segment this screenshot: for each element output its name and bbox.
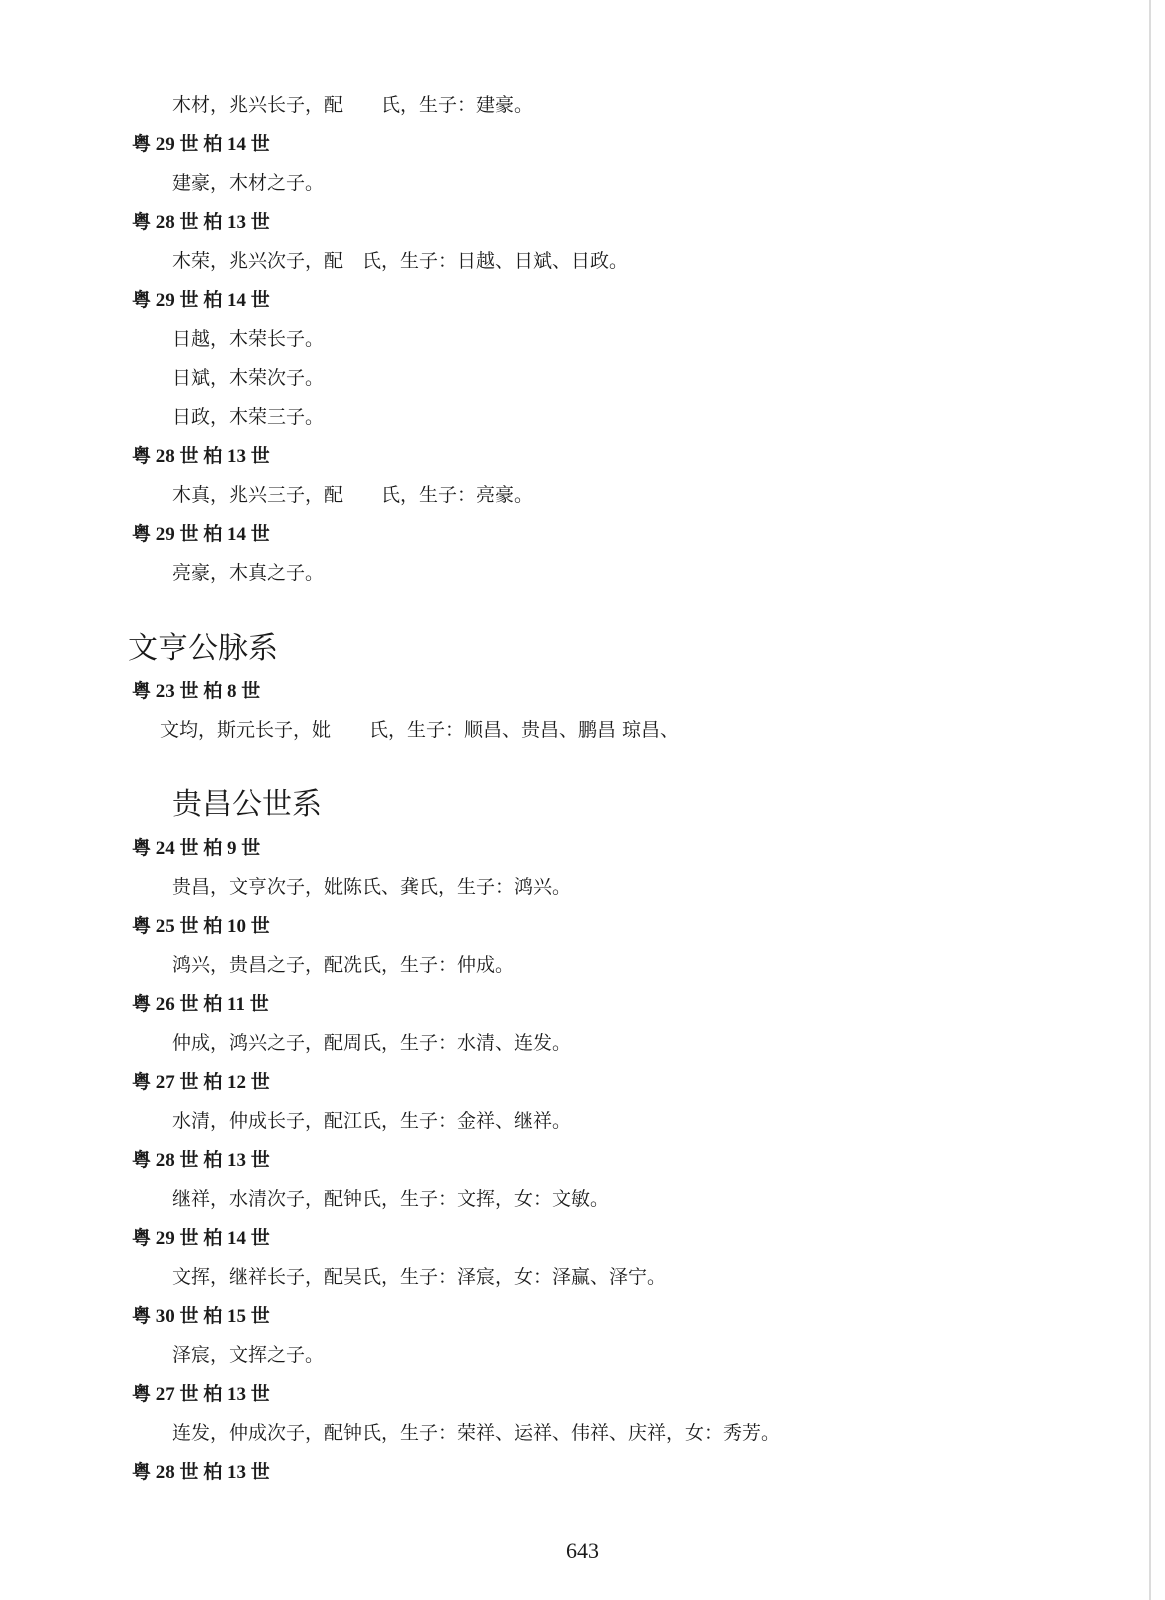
page-number: 643 — [566, 1538, 599, 1563]
generation-heading: 粤 26 世 柏 11 世 — [132, 994, 269, 1015]
generation-heading: 粤 28 世 柏 13 世 — [132, 1462, 270, 1483]
entry-text: 日政，木荣三子。 — [172, 406, 325, 428]
entry-text: 连发，仲成次子，配钟氏，生子：荣祥、运祥、伟祥、庆祥，女：秀芳。 — [172, 1422, 781, 1444]
entry-text: 文均，斯元长子，妣 氏，生子：顺昌、贵昌、鹏昌 琼昌、 — [160, 719, 680, 741]
entry-text: 继祥，水清次子，配钟氏，生子：文挥，女：文敏。 — [172, 1188, 610, 1210]
entry-text: 泽宸，文挥之子。 — [172, 1344, 325, 1366]
section-title: 贵昌公世系 — [172, 787, 322, 822]
generation-heading: 粤 24 世 柏 9 世 — [132, 838, 261, 859]
generation-heading: 粤 28 世 柏 13 世 — [132, 1150, 270, 1171]
entry-text: 日斌，木荣次子。 — [172, 367, 325, 389]
entry-text: 仲成，鸿兴之子，配周氏，生子：水清、连发。 — [172, 1032, 572, 1054]
entry-text: 木材，兆兴长子，配 氏，生子：建豪。 — [172, 94, 534, 116]
entry-text: 文挥，继祥长子，配吴氏，生子：泽宸，女：泽赢、泽宁。 — [172, 1266, 667, 1288]
generation-heading: 粤 25 世 柏 10 世 — [132, 916, 270, 937]
generation-heading: 粤 29 世 柏 14 世 — [132, 290, 270, 311]
generation-heading: 粤 23 世 柏 8 世 — [132, 681, 261, 702]
entry-text: 鸿兴，贵昌之子，配冼氏，生子：仲成。 — [172, 954, 515, 976]
entry-text: 建豪，木材之子。 — [172, 172, 325, 194]
entry-text: 木真，兆兴三子，配 氏，生子：亮豪。 — [172, 484, 534, 506]
entry-text: 水清，仲成长子，配江氏，生子：金祥、继祥。 — [172, 1110, 572, 1132]
generation-heading: 粤 28 世 柏 13 世 — [132, 446, 270, 467]
generation-heading: 粤 29 世 柏 14 世 — [132, 1228, 270, 1249]
generation-heading: 粤 29 世 柏 14 世 — [132, 524, 270, 545]
generation-heading: 粤 27 世 柏 13 世 — [132, 1384, 270, 1405]
generation-heading: 粤 30 世 柏 15 世 — [132, 1306, 270, 1327]
page-edge — [1149, 0, 1151, 1600]
entry-text: 木荣，兆兴次子，配 氏，生子：日越、日斌、日政。 — [172, 250, 629, 272]
entry-text: 日越，木荣长子。 — [172, 328, 325, 350]
section-title: 文亨公脉系 — [128, 631, 278, 666]
generation-heading: 粤 27 世 柏 12 世 — [132, 1072, 270, 1093]
generation-heading: 粤 29 世 柏 14 世 — [132, 134, 270, 155]
entry-text: 贵昌，文亨次子，妣陈氏、龚氏，生子：鸿兴。 — [172, 876, 572, 898]
generation-heading: 粤 28 世 柏 13 世 — [132, 212, 270, 233]
entry-text: 亮豪，木真之子。 — [172, 562, 325, 584]
